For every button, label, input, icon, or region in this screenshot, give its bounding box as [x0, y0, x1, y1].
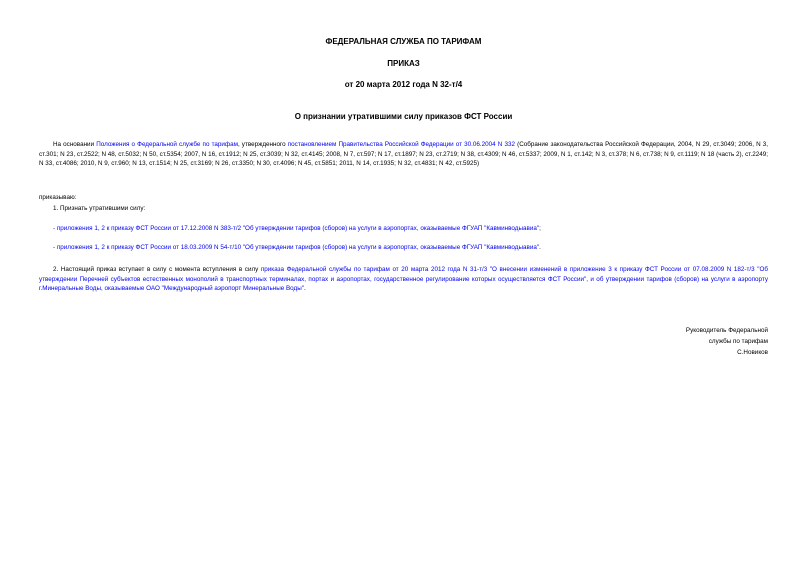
item-2-link[interactable]: приказа Федеральной службы по тарифам от 20 марта 2012 года N 31-т/3 "О внесении изменений в приложение 3 к приказу ФСТ России от 07.08.2009 N 182-т/3 "Об утверждении Перечней субъектов естественных монополий в транспортных терминалах, портах и аэропортах, государственное регулирование которых осуществляется ФСТ России", и об утверждении тарифов (сборов) на услуги в аэропорту г.Минеральные Воды, оказываемые ОАО "Международный аэропорт Минеральные Воды" [39, 266, 768, 292]
signature-position-line2: службы по тарифам [708, 338, 768, 345]
document-type-heading: ПРИКАЗ [387, 59, 420, 68]
item-1a-link[interactable]: - приложения 1, 2 к приказу ФСТ России от 17.12.2008 N 383-т/2 "Об утверждении тарифов (сборов) на услуги в аэропортах, оказываемые ФГУАП "Кавминводыавиа" [53, 225, 540, 232]
item-1a-end: ; [539, 225, 541, 232]
item-2-end: . [303, 285, 306, 292]
item-2-prefix: 2. Настоящий приказ вступает в силу с момента вступления в силу [53, 266, 261, 273]
signature-position-line1: Руководитель Федеральной [685, 327, 768, 334]
item-1a [39, 224, 768, 234]
document-title: О признании утратившими силу приказов ФСТ России [294, 112, 513, 121]
basis-mid: , утвержденного [237, 141, 288, 148]
basis-rest: (Собрание законодательства Российской Федерации, 2004, N 29, ст.3049; 2006, N 3, ст.301; N 23, ст.2522; N 48, ст.5032; N 50, ст.5354; 2007, N 16, ст.1912; N 25, ст.3039; N 32, ст.4145; 2008, N 7, ст.597; N 17, ст.1897; N 23, ст.2719; N 38, ст.4309; N 46, ст.5337; 2009, N 1, ст.142; N 3, ст.378; N 6, ст.738; N 9, ст.1119; N 18 (часть 2), ст.2249; N 33, ст.4086; 2010, N 9, ст.960; N 13, ст.1514; N 25, ст.3169; N 26, ст.3350; N 30, ст.4096; N 45, ст.5851; 2011, N 14, ст.1935; N 32, ст.4831; N 42, ст.5925) [39, 141, 769, 167]
basis-prefix: На основании [53, 141, 97, 148]
basis-paragraph [39, 140, 768, 169]
date-number-heading: от 20 марта 2012 года N 32-т/4 [344, 80, 463, 89]
item-1b [39, 243, 768, 253]
item-1: 1. Признать утратившими силу: [53, 205, 146, 212]
basis-link-regulation[interactable]: Положения о Федеральной службе по тарифам [96, 141, 238, 148]
item-1b-end: . [539, 244, 541, 251]
basis-link-government-decree[interactable]: постановлением Правительства Российской Федерации от 30.06.2004 N 332 [287, 141, 515, 148]
order-word: приказываю: [39, 194, 77, 201]
signature-name: С.Новиков [737, 349, 768, 356]
item-1b-link[interactable]: - приложения 1, 2 к приказу ФСТ России от 18.03.2009 N 54-т/10 "Об утверждении тарифов (сборов) на услуги в аэропортах, оказываемые ФГУАП "Кавминводыавиа" [53, 244, 540, 251]
organization-heading: ФЕДЕРАЛЬНАЯ СЛУЖБА ПО ТАРИФАМ [325, 37, 482, 46]
item-2 [39, 265, 768, 294]
